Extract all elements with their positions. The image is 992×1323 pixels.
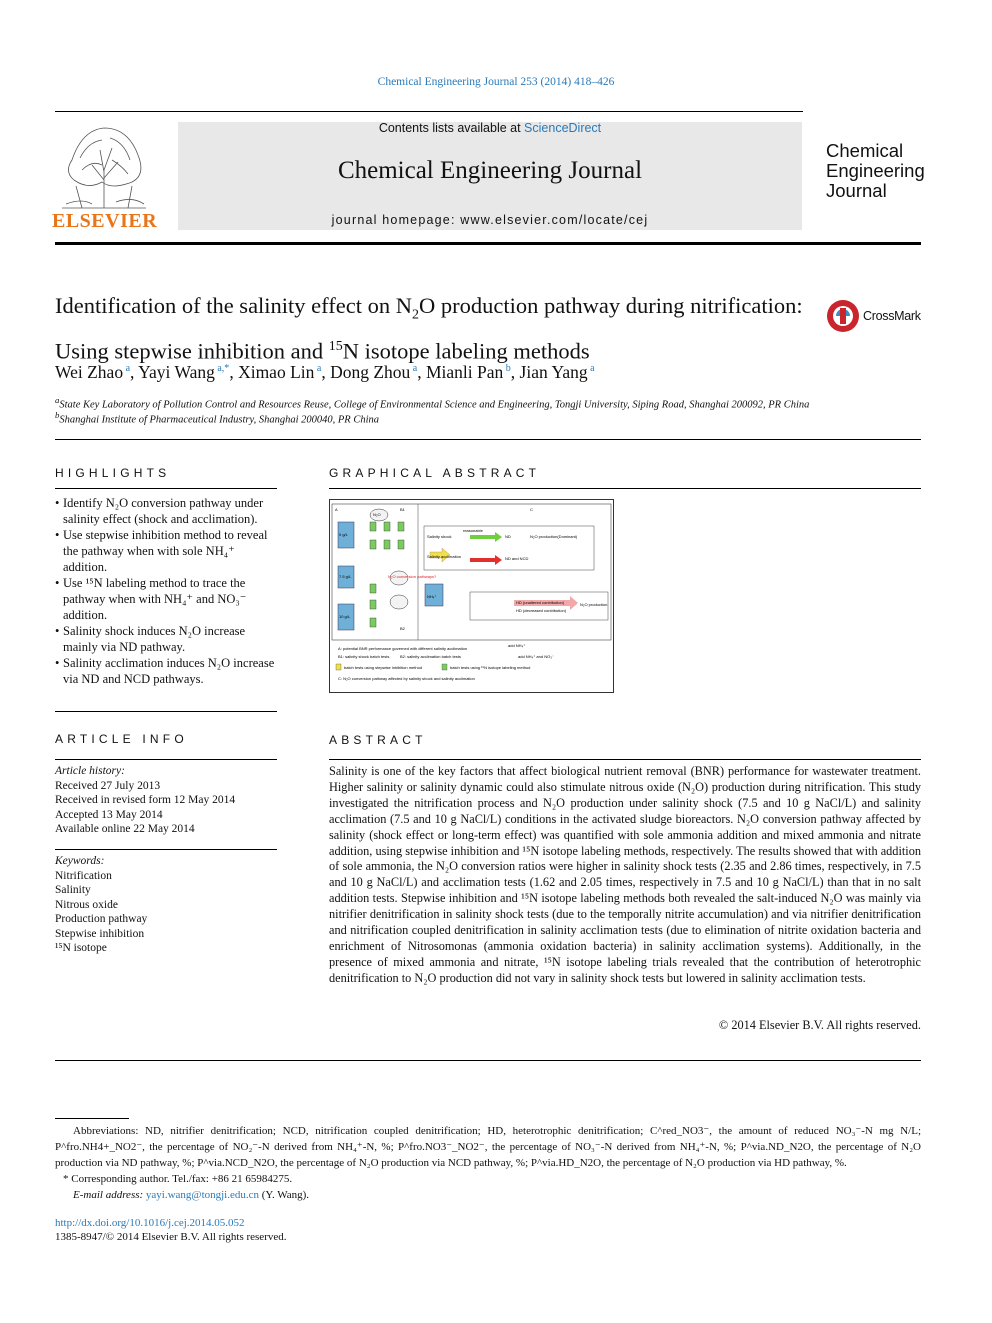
cej-logo-line3: Journal [826, 180, 887, 201]
article-history [55, 764, 235, 837]
elsevier-wordmark: ELSEVIER [52, 210, 158, 232]
title-part2: O production pathway during nitrification: Using stepwise inhibition and [55, 293, 803, 363]
affiliation-b-text: Shanghai Institute of Pharmaceutical Industry, Shanghai 200040, PR China [59, 414, 380, 426]
ga-legend-isotope: batch tests using ¹⁵N isotope labeling method [450, 665, 531, 670]
crossmark-badge[interactable] [826, 298, 926, 334]
footnotes [55, 1123, 921, 1203]
ga-n2o-cloud: N₂O [373, 512, 381, 517]
highlights-list [55, 495, 280, 687]
author-affiliation-mark[interactable]: a,* [214, 363, 230, 375]
ga-label-a: A [335, 507, 338, 512]
corresponding-author: * Corresponding author. Tel./fax: +86 21 65984275. [63, 1173, 293, 1185]
ga-red-arrow [470, 555, 502, 565]
article-info-rule [55, 759, 277, 760]
abstract-rule [329, 759, 921, 760]
crossmark-label: CrossMark [863, 309, 921, 323]
keyword: Nitrification [55, 869, 112, 882]
keywords-label: Keywords: [55, 855, 105, 867]
email-label: E-mail address: [73, 1189, 146, 1201]
contents-prefix: Contents lists available at [378, 121, 525, 135]
graphical-abstract-diagram [330, 500, 613, 692]
abstract-text: Salinity is one of the key factors that affect biological nutrient removal (BNR) performance for wastewater treatment. Higher salinity or salinity dynamic could also stimulate nitrous oxide (N₂O) production during nitrification. This study investigated the nitrification process and N₂O production under salinity shock (7.5 and 10 g NaCl/L) and salinity acclimation (7.5 and 10 g NaCl/L) conditions in the activated sludge bioreactors. N₂O conversion pathway affected by salinity (shock effect or long-term effect) was quantified with sole ammonia addition and mixed ammonia and nitrate addition, using stepwise inhibition and ¹⁵N isotope labeling methods, respectively. The results showed that with addition of sole ammonia, the N₂O conversion ratios were higher in salinity shock tests (2.35 and 2.86 times, respectively, in 7.5 and 10 g NaCl/L) and acclimation tests (1.62 and 2.05 times, respectively in 7.5 and 10 g NaCl/L) than that in no salt addition tests. Stepwise inhibition and ¹⁵N isotope labeling methods both revealed the salt-induced N₂O was mainly via nitrifier denitrification in salinity shock tests (due to the temporally nitrite accumulation) and via nitrifier denitrification and nitrification coupled denitrification in salinity acclimation tests (due to elimination of nitrite oxidation bacteria and enrichment of Nitrosomonas (ammonia oxidation bacteria) in salinity acclimation systems). Additionally, in the presence of mixed ammonia and nitrate, ¹⁵N isotope labeling trials revealed that the contribution of heterotrophic denitrification to N₂O production did not vary in salinity shock tests but lowered in salinity acclimation tests. [329, 764, 921, 985]
author-affiliation-mark[interactable]: a [410, 363, 418, 375]
author-affiliation-mark[interactable]: b [503, 363, 511, 375]
elsevier-tree-logo [52, 120, 156, 210]
author-affiliation-mark[interactable]: a [314, 363, 322, 375]
highlights-bottom-rule [55, 711, 277, 712]
abbreviations: Abbreviations: ND, nitrifier denitrification; NCD, nitrification coupled denitrification; HD, heterotrophic denitrification; C^red_NO3⁻, the amount of reduced NO₃⁻-N mg N/L; P^fro.NH4+_NO2⁻, the percentage of NO₂⁻-N derived from NH₄⁺-N, %; P^fro.NO3⁻_NO2⁻, the percentage of NO₃⁻-N derived from NH₄⁺-N, %; P^via.ND_N2O, the percentage of N₂O production via ND pathway, %; P^via.NCD_N2O, the percentage of N₂O production via NCD pathway, %; P^via.HD_N2O, the percentage of N₂O production via HD pathway, %. [55, 1125, 921, 1169]
accepted-date: Accepted 13 May 2014 [55, 808, 163, 821]
ga-reasonable: reasonable [463, 528, 483, 533]
ga-tank2-label: 7.5 g/L [339, 574, 352, 579]
header-bottom-rule [55, 242, 921, 245]
affiliation-b: $^b$Shanghai Institute of Pharmaceutical Industry, Shanghai 200040, PR China [55, 410, 380, 426]
highlight-item: • Salinity acclimation induces N₂O increase via ND and NCD pathways. [55, 655, 280, 687]
ga-nd: ND [505, 534, 511, 539]
cej-logo-line2: Engineering [826, 160, 925, 181]
ga-legend-stepwise: batch tests using stepwise inhibition method [344, 665, 423, 670]
ga-salinity-acclimation: Salinity acclimation [427, 554, 462, 559]
ga-n2o-production: N₂O production [580, 602, 608, 607]
ga-legend-a: A: potential BNR performance governed with different salinity acclimation [338, 646, 468, 651]
ga-green-arrow [470, 532, 502, 542]
author-name[interactable]: Wei Zhao [55, 362, 124, 382]
ga-label-b2: B2 [400, 626, 405, 631]
keyword: Nitrous oxide [55, 898, 118, 911]
ga-nh4: NH₄⁺ [427, 594, 437, 599]
paper-title [55, 290, 815, 366]
ga-label-c: C [530, 507, 533, 512]
graphical-abstract-figure [329, 499, 614, 693]
journal-title: Chemical Engineering Journal [337, 157, 643, 184]
email-link[interactable]: yayi.wang@tongji.edu.cn [145, 1189, 259, 1201]
ga-legend-add-nh4: add NH₄⁺ [508, 643, 526, 648]
journal-homepage[interactable]: journal homepage: www.elsevier.com/locate/cej [331, 213, 649, 227]
highlight-item: • Use ¹⁵N labeling method to trace the pathway when with NH₄⁺ and NO₃⁻ addition. [55, 575, 280, 623]
ga-salinity-shock: Salinity shock [427, 534, 452, 539]
author-name[interactable]: Dong Zhou [330, 362, 411, 382]
highlight-item: • Use stepwise inhibition method to reveal the pathway when with sole NH₄⁺ addition. [55, 527, 280, 575]
ga-legend-add-nh4-no3: add NH₄⁺ and NO₃⁻ [518, 654, 554, 659]
title-sup: 15 [328, 338, 343, 354]
keyword: Salinity [55, 884, 91, 896]
article-info-heading: ARTICLE INFO [55, 732, 188, 746]
keyword: Production pathway [55, 913, 148, 925]
ga-hd-decreased: HD (decreased contribution) [516, 608, 567, 613]
abstract-bottom-rule [55, 1060, 921, 1061]
author-affiliation-mark[interactable]: a [123, 363, 131, 375]
keywords-block [55, 854, 147, 956]
issn-line: 1385-8947/© 2014 Elsevier B.V. All rights reserved. [55, 1231, 287, 1243]
author-affiliation-mark[interactable]: a [587, 363, 595, 375]
abstract-heading: ABSTRACT [329, 733, 427, 747]
abstract-copyright: © 2014 Elsevier B.V. All rights reserved. [718, 1018, 921, 1032]
ga-legend-b1: B1: salinity shock batch tests [338, 654, 390, 659]
author-name[interactable]: Jian Yang [519, 362, 588, 382]
footnote-rule [55, 1118, 129, 1119]
history-rule [55, 849, 277, 850]
ga-label-b1: B1 [400, 507, 405, 512]
crossmark-icon [826, 299, 860, 333]
title-sub: 2 [411, 307, 419, 323]
affiliation-a-text: State Key Laboratory of Pollution Control and Resources Reuse, College of Environmental Science and Engineering, Tongji University, Siping Road, Shanghai 200092, PR China [59, 399, 810, 411]
author-name[interactable]: Ximao Lin [238, 362, 315, 382]
graphical-abstract-rule [329, 488, 921, 489]
contents-line [178, 121, 802, 135]
ga-legend-b2: B2: salinity acclimation batch tests [400, 654, 461, 659]
ga-nd-ncd: ND and NCD [505, 556, 529, 561]
header-top-rule [55, 111, 803, 112]
graphical-abstract-heading: GRAPHICAL ABSTRACT [329, 466, 541, 480]
journal-reference[interactable]: Chemical Engineering Journal 253 (2014) 418–426 [377, 76, 615, 88]
title-part1: Identification of the salinity effect on N [55, 293, 412, 318]
sciencedirect-link[interactable]: ScienceDirect [524, 121, 602, 135]
ga-flow-box-top [424, 526, 594, 570]
cej-logo [826, 141, 925, 201]
title-part3: N isotope labeling methods [342, 338, 590, 363]
revised-date: Received in revised form 12 May 2014 [55, 794, 236, 806]
author-name[interactable]: Mianli Pan [425, 362, 504, 382]
email-suffix: (Y. Wang). [259, 1189, 310, 1201]
ga-tank1-label: 0 g/L [339, 532, 348, 537]
highlight-item: • Identify N₂O conversion pathway under salinity effect (shock and acclimation). [55, 495, 280, 527]
highlight-item: • Salinity shock induces N₂O increase mainly via ND pathway. [55, 623, 280, 655]
received-date: Received 27 July 2013 [55, 779, 161, 792]
highlights-heading: HIGHLIGHTS [55, 466, 171, 480]
ga-hd-unaltered: HD (unaltered contribution) [516, 600, 565, 605]
ga-n2o-dominant: N₂O production(Dominant) [530, 534, 578, 539]
doi-link[interactable]: http://dx.doi.org/10.1016/j.cej.2014.05.052 [55, 1217, 245, 1229]
keyword: Stepwise inhibition [55, 927, 145, 940]
highlights-rule [55, 488, 277, 489]
ga-question: N₂O conversion pathways? [388, 574, 437, 579]
author-name[interactable]: Yayi Wang [138, 362, 215, 382]
ga-legend-c: C: N₂O conversion pathway affected by salinity shock and salinity acclimation [338, 676, 475, 681]
cej-logo-line1: Chemical [826, 140, 904, 161]
history-label: Article history: [55, 765, 125, 777]
affiliation-a: $^a$State Key Laboratory of Pollution Control and Resources Reuse, College of Environmental Science and Engineering, Tongji University, Siping Road, Shanghai 200092, PR China [55, 395, 810, 411]
keyword: ¹⁵N isotope [55, 942, 107, 954]
author-list: Wei Zhao $^a$, Yayi Wang $^{a,*}$, Ximao Lin $^a$, Dong Zhou $^a$, Mianli Pan $^b$, Jian Yang $^a$ [55, 362, 595, 382]
affiliation-rule [55, 439, 921, 440]
ga-tank3-label: 10 g/L [339, 614, 351, 619]
online-date: Available online 22 May 2014 [55, 823, 195, 835]
